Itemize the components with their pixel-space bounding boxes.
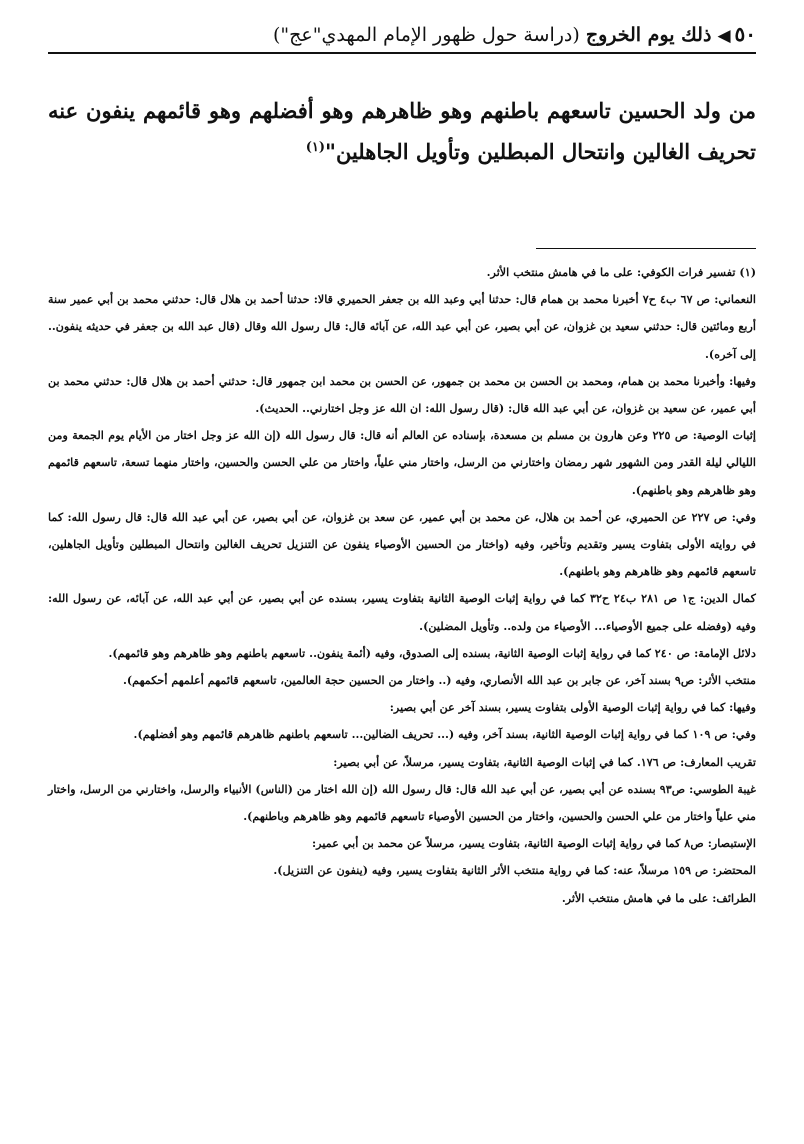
- footnote-reference: (١): [305, 140, 326, 155]
- book-page: [48, 22, 756, 912]
- footnote-paragraph: المحتضر: ص ١٥٩ مرسلاً، عنه: كما في رواية منتخب الأثر الثانية بتفاوت يسير، وفيه (ينفون عن التنزيل).: [273, 863, 756, 878]
- footnote-paragraph: تقريب المعارف: ص ١٧٦. كما في إثبات الوصية الثانية، بتفاوت يسير، مرسلاً، عن أبي بصير:: [333, 754, 756, 769]
- footnote-paragraph: (١) تفسير فرات الكوفي: على ما في هامش منتخب الأثر.: [486, 265, 756, 279]
- footnote-paragraph: وفيها: كما في رواية إثبات الوصية الأولى بتفاوت يسير، بسند آخر عن أبي بصير:: [389, 700, 756, 715]
- footnote-paragraph: إثبات الوصية: ص ٢٢٥ وعن هارون بن مسلم بن مسعدة، بإسناده عن العالم أنه قال: قال رسول الله (إن الله عز وجل اختار من الأيام يوم الجمعة ومن الليالي ليلة القدر ومن الشهور شهر رمضان واختارني من الرسل، واختار مني علياً، واختار من علي الحسن والحسين، واختار منهما تسعة، تاسعهم قائمهم وهو ظاهرهم وهو باطنهم).: [48, 428, 756, 497]
- book-title: ذلك يوم الخروج: [585, 24, 712, 46]
- footnote-paragraph: النعماني: ص ٦٧ ب٤ ح٧ أخبرنا محمد بن همام قال: حدثنا أبي وعبد الله بن جعفر الحميري قالا: حدثنا أحمد بن هلال قال: حدثني محمد بن أبي عمير سنة أربع ومائتين قال: حدثني سعيد بن غزوان، عن أبي بصير، عن أبي عبد الله، عن آبائه قال: قال رسول الله وقال (قال عبد الله بن جعفر في حديثه ينفون.. إلى آخره).: [48, 292, 756, 361]
- footnote-paragraph: غيبة الطوسي: ص٩٣ بسنده عن أبي بصير، عن أبي عبد الله قال: قال رسول الله (إن الله اختار من (الناس) الأنبياء والرسل، واختارني من الرسل، واختار مني علياً واختار من علي الحسن والحسين، واختار من الحسين الأوصياء تاسعهم قائمهم وهو ظاهرهم وباطنهم).: [48, 781, 756, 824]
- main-text: [48, 90, 756, 172]
- footnote-paragraph: دلائل الإمامة: ص ٢٤٠ كما في رواية إثبات الوصية الثانية، بسنده إلى الصدوق، وفيه (أئمة ينفون.. تاسعهم باطنهم وهو ظاهرهم وهو قائمهم).: [108, 645, 756, 660]
- page-number: ٥٠: [734, 22, 756, 46]
- footnote-paragraph: وفي: ص ١٠٩ كما في رواية إثبات الوصية الثانية، بسند آخر، وفيه (... تحريف الضالين... تاسعهم باطنهم ظاهرهم قائمهم وهو أفضلهم).: [133, 727, 756, 742]
- main-text-body: من ولد الحسين تاسعهم باطنهم وهو ظاهرهم وهو أفضلهم وهو قائمهم ينفون عنه تحريف الغالين وانتحال المبطلين وتأويل الجاهلين": [48, 98, 756, 164]
- footnote-paragraph: وفيها: وأخبرنا محمد بن همام، ومحمد بن الحسن بن محمد بن جمهور، عن الحسن بن محمد ابن جمهور قال: حدثني أحمد بن هلال قال: حدثني محمد بن أبي عمير، عن سعيد بن غزوان، عن أبي عبد الله قال: (قال رسول الله: ان الله عز وجل اختارني.. الحديث).: [48, 373, 756, 416]
- footnote-divider: [536, 248, 756, 249]
- footnote-paragraph: وفي: ص ٢٢٧ عن الحميري، عن أحمد بن هلال، عن محمد بن أبي عمير، عن سعد بن غزوان، عن أبي بصير، عن أبي عبد الله قال: قال رسول الله: كما في روايته الأولى بتفاوت يسير وتقديم وتأخير، وفيه (واختار من الحسين الأوصياء ينفون عن التنزيل تحريف الغالين وانتحال المبطلين وتأويل الجاهلين، تاسعهم قائمهم وهو ظاهرهم وهو باطنهم).: [48, 509, 756, 579]
- running-header: [48, 22, 756, 54]
- footnote-paragraph: كمال الدين: ج١ ص ٢٨١ ب٢٤ ح٣٢ كما في رواية إثبات الوصية الثانية بتفاوت يسير، بسنده عن أبي بصير، عن أبي عبد الله، عن آبائه، عن رسول الله: وفيه (وفضله على جميع الأوصياء... الأوصياء من ولده.. وتأويل المضلين).: [48, 591, 756, 633]
- footnotes-section: [48, 259, 756, 912]
- book-subtitle: (دراسة حول ظهور الإمام المهدي"عج"): [272, 24, 580, 46]
- footnote-paragraph: الطرائف: على ما في هامش منتخب الأثر.: [561, 890, 756, 905]
- footnote-paragraph: منتخب الأثر: ص٩ بسند آخر، عن جابر بن عبد الله الأنصاري، وفيه (.. واختار من الحسين حجة العالمين، تاسعهم قائمهم أعلمهم أحكمهم).: [122, 673, 756, 688]
- left-triangle-arrow-icon: ◀: [717, 26, 731, 46]
- footnote-paragraph: الإستبصار: ص٨ كما في رواية إثبات الوصية الثانية، بتفاوت يسير، مرسلاً عن محمد بن أبي عمير:: [312, 836, 756, 851]
